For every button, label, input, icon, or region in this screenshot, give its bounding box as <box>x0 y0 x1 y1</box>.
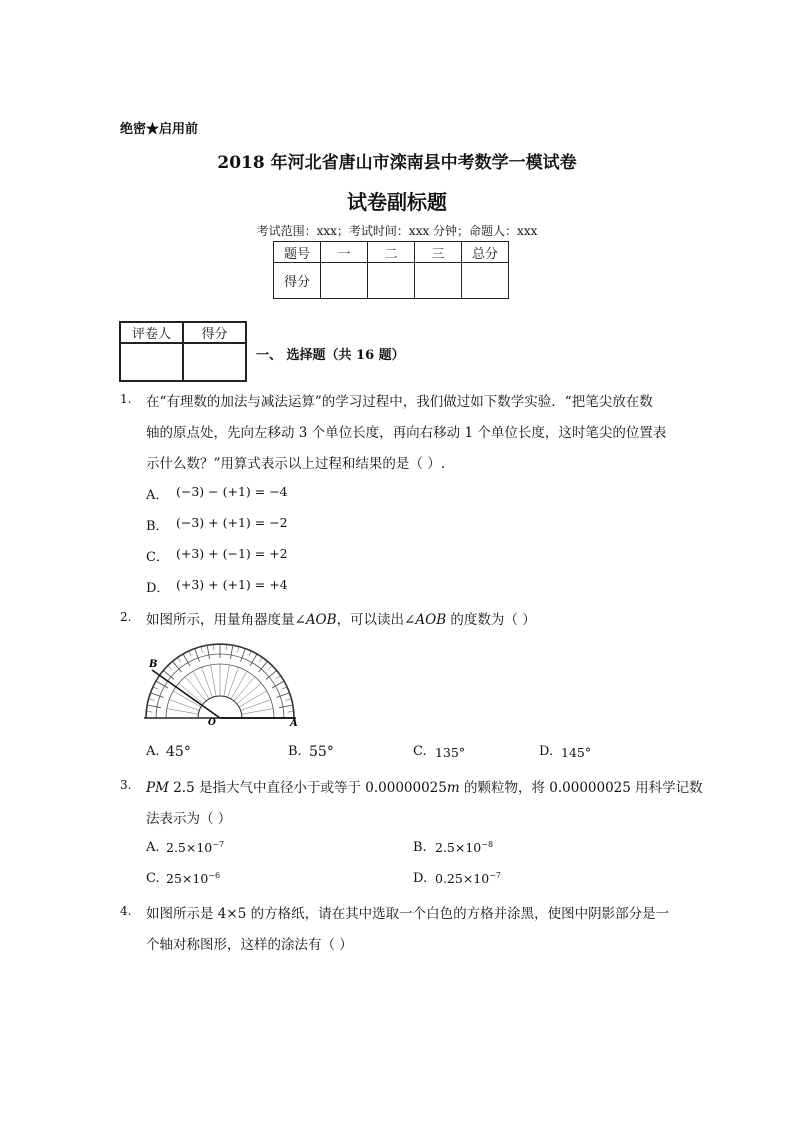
option-label: B． <box>146 519 169 534</box>
score-cell <box>415 263 462 299</box>
score-cell <box>321 263 368 299</box>
option-text: 145° <box>561 745 592 760</box>
option-text: $0.25\times 10^{-7}$ <box>435 871 502 887</box>
option-label: C． <box>146 550 169 565</box>
option-label: D. <box>413 871 428 886</box>
protractor-tick <box>286 699 292 701</box>
option-label: D． <box>146 581 170 596</box>
protractor-spoke <box>228 667 239 697</box>
option-text: 135° <box>435 745 466 760</box>
protractor-tick <box>272 681 284 688</box>
grader-header-cell: 评卷人 <box>120 322 183 343</box>
protractor-tick <box>153 687 158 690</box>
option-text: (+3) + (+1) = +4 <box>176 577 288 592</box>
protractor-tick <box>214 644 215 650</box>
protractor-figure <box>138 640 303 728</box>
protractor-tick <box>288 712 294 713</box>
protractor-tick <box>282 687 287 690</box>
grader-cell <box>120 343 183 381</box>
question-number: 1. <box>120 392 132 406</box>
protractor-tick <box>268 666 272 670</box>
option-label: A． <box>146 488 169 503</box>
option-label: A. <box>146 744 160 759</box>
protractor-tick <box>183 654 190 666</box>
question-text-line: 法表示为（ ） <box>146 811 232 827</box>
label-b: B <box>149 659 158 670</box>
protractor-tick <box>259 657 262 662</box>
protractor-spoke <box>211 665 217 697</box>
label-o: O <box>208 718 216 728</box>
protractor-tick <box>150 693 163 698</box>
score-header-cell: 一 <box>321 242 368 263</box>
protractor-tick <box>207 645 209 659</box>
score-cell <box>462 263 509 299</box>
question-number: 2. <box>120 610 132 624</box>
protractor-spoke <box>231 671 247 699</box>
protractor-tick <box>241 648 246 661</box>
option-text: $2.5\times 10^{-8}$ <box>435 840 494 856</box>
question-text-line: 在“有理数的加法与减法运算”的学习过程中，我们做过如下数学实验．“把笔尖放在数 <box>146 394 653 410</box>
question-text-line: 如图所示，用量角器度量∠AOB，可以读出∠AOB 的度数为（ ） <box>146 612 536 628</box>
protractor-tick <box>168 666 172 670</box>
score-header-cell: 总分 <box>462 242 509 263</box>
question-text-line: 轴的原点处，先向左移动 3 个单位长度，再向右移动 1 个单位长度，这时笔尖的位置表 <box>146 425 667 441</box>
option-text: 45° <box>166 744 191 760</box>
option-label: C. <box>146 871 160 886</box>
confidential-mark: 绝密★启用前 <box>120 122 199 137</box>
protractor-tick <box>149 699 155 701</box>
protractor-tick <box>249 651 252 656</box>
grader-cell <box>183 343 246 381</box>
option-text: $25\times 10^{-6}$ <box>166 871 221 887</box>
grader-table <box>119 321 247 382</box>
option-label: B. <box>288 744 302 759</box>
label-a: A <box>290 718 298 728</box>
option-text: 55° <box>309 744 334 760</box>
protractor-spoke <box>224 665 230 697</box>
protractor-tick <box>238 647 240 653</box>
protractor-tick <box>279 705 293 707</box>
option-text: (−3) − (+1) = −4 <box>176 484 288 499</box>
score-table <box>273 241 509 299</box>
protractor-tick <box>276 693 289 698</box>
protractor-tick <box>146 712 152 713</box>
protractor-tick <box>226 644 227 650</box>
exam-subtitle: 试卷副标题 <box>347 190 447 214</box>
question-text-line: 个轴对称图形，这样的涂法有（ ） <box>146 937 353 953</box>
protractor-spoke <box>193 671 209 699</box>
score-header-cell: 三 <box>415 242 462 263</box>
question-number: 4. <box>120 904 132 918</box>
score-header-cell: 题号 <box>274 242 321 263</box>
option-text: (+3) + (−1) = +2 <box>176 546 288 561</box>
option-label: C. <box>413 744 427 759</box>
score-cell <box>368 263 415 299</box>
question-text-line: 示什么数？”用算式表示以上过程和结果的是（ ）. <box>146 456 445 472</box>
protractor-tick <box>201 647 203 653</box>
option-text: (−3) + (+1) = −2 <box>176 515 288 530</box>
protractor-tick <box>230 645 232 659</box>
section-title: 一、 选择题（共 16 题） <box>256 348 405 363</box>
protractor-spoke <box>202 667 213 697</box>
protractor-tick <box>156 681 168 688</box>
option-text: $2.5\times 10^{-7}$ <box>166 840 225 856</box>
protractor-tick <box>189 651 192 656</box>
protractor-spoke <box>173 691 201 707</box>
question-number: 3. <box>120 778 132 792</box>
protractor-spoke <box>167 709 199 715</box>
protractor-spoke <box>239 691 267 707</box>
exam-info: 考试范围：xxx；考试时间：xxx 分钟；命题人：xxx <box>256 224 538 238</box>
exam-title: 2018 年河北省唐山市滦南县中考数学一模试卷 <box>217 153 577 173</box>
question-text-line: 如图所示是 4×5 的方格纸，请在其中选取一个白色的方格并涂黑，使图中阴影部分是一 <box>146 906 670 922</box>
score-header-cell: 二 <box>368 242 415 263</box>
question-text-line: PM 2.5 是指大气中直径小于或等于 0.00000025m 的颗粒物，将 0.00000025 用科学记数 <box>146 780 703 796</box>
option-label: D. <box>539 744 554 759</box>
option-label: A. <box>146 840 160 855</box>
grader-header-cell: 得分 <box>183 322 246 343</box>
protractor-tick <box>178 657 181 662</box>
score-row-label: 得分 <box>274 263 321 299</box>
protractor-tick <box>250 654 257 666</box>
option-label: B. <box>413 840 427 855</box>
protractor-spoke <box>242 709 274 715</box>
protractor-tick <box>276 676 281 679</box>
protractor-tick <box>195 648 200 661</box>
protractor-spoke <box>241 700 271 711</box>
protractor-tick <box>147 705 161 707</box>
